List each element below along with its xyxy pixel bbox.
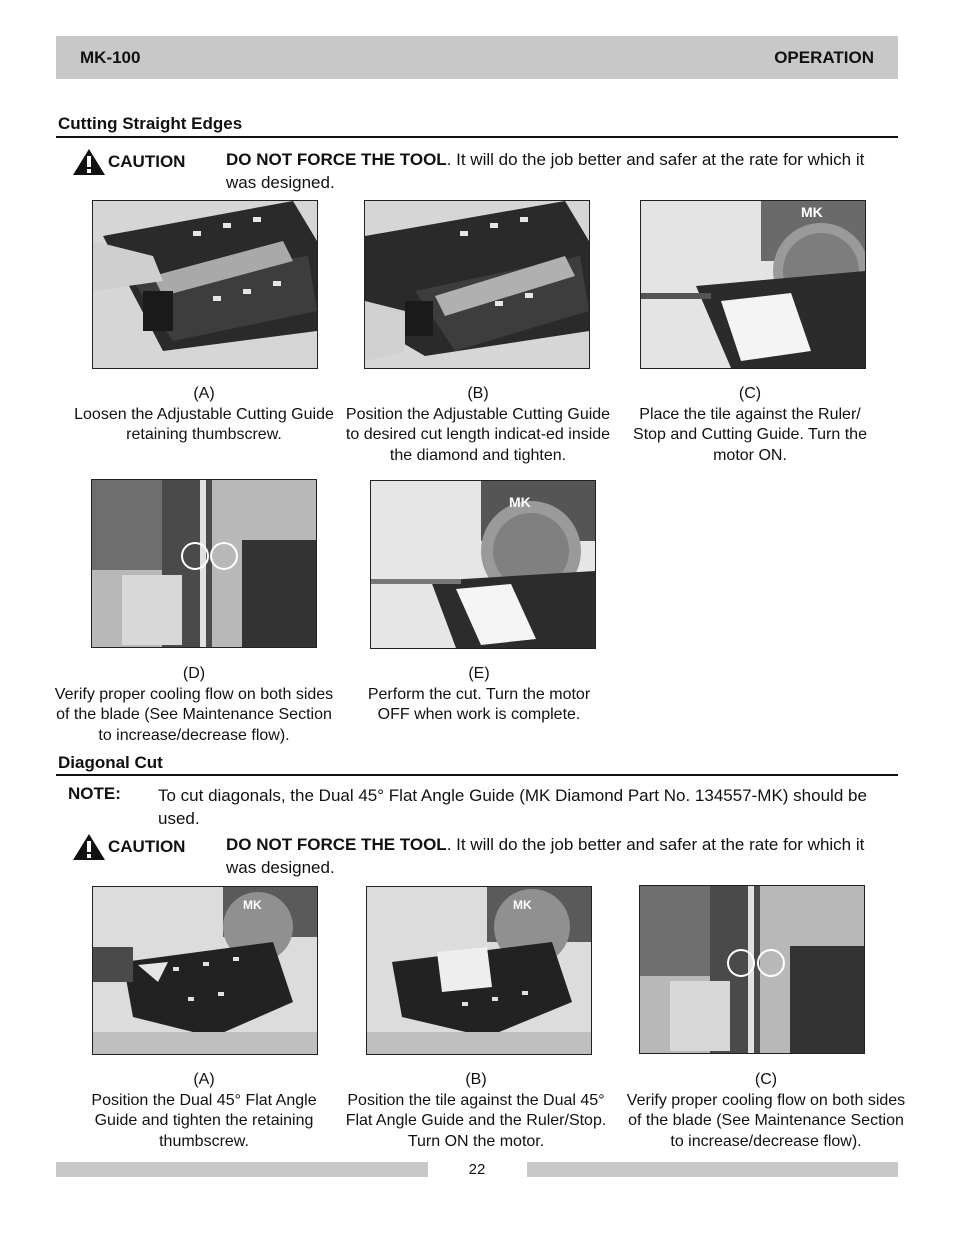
caption-diagonal-a: [80, 1070, 328, 1152]
step-text: Place the tile against the Ruler/ Stop and Cutting Guide. Turn the motor ON.: [633, 405, 867, 464]
note-label: NOTE:: [68, 784, 121, 803]
photo-diagonal-c: [639, 885, 865, 1054]
caution-text: [226, 148, 886, 194]
section-rule: [56, 136, 898, 138]
caption-straight-a: [72, 384, 336, 446]
section-label: OPERATION: [774, 48, 874, 67]
photo-straight-e: [370, 480, 596, 649]
step-text: Position the Dual 45° Flat Angle Guide and tighten the retaining thumbscrew.: [91, 1091, 317, 1150]
caution-rest: . It will do the job better and safer at the rate for which it was designed.: [226, 835, 865, 877]
caution-label: CAUTION: [108, 837, 186, 856]
section-title-straight: Cutting Straight Edges: [58, 114, 243, 133]
mk-logo: MK: [243, 898, 262, 912]
model-label: MK-100: [80, 48, 141, 67]
page-header: [56, 36, 898, 79]
caution-emphasis: DO NOT FORCE THE TOOL: [226, 150, 447, 169]
step-text: Verify proper cooling flow on both sides of the blade (See Maintenance Section to increase/decrease flow).: [54, 685, 334, 744]
caption-diagonal-b: [344, 1070, 608, 1152]
photo-diagonal-b: [366, 886, 592, 1055]
caption-straight-e: [352, 664, 606, 726]
mk-logo: MK: [509, 494, 531, 510]
caption-straight-b: [340, 384, 616, 466]
step-letter: (B): [465, 1071, 487, 1088]
note-text: To cut diagonals, the Dual 45° Flat Angle Guide (MK Diamond Part No. 134557-MK) should be used.: [158, 786, 867, 828]
caution-badge: [72, 148, 185, 176]
caution-label: CAUTION: [108, 152, 186, 171]
photo-straight-a: [92, 200, 318, 369]
warning-icon: [72, 148, 106, 176]
step-letter: (B): [467, 385, 489, 402]
section-title-diagonal: Diagonal Cut: [58, 753, 163, 772]
mk-logo: MK: [513, 898, 532, 912]
step-letter: (A): [193, 1071, 215, 1088]
footer-bar-right: [527, 1162, 898, 1177]
step-text: Position the Adjustable Cutting Guide to desired cut length indicat-ed inside the diamond and tighten.: [345, 405, 611, 464]
step-letter: (C): [738, 385, 762, 402]
photo-straight-b: [364, 200, 590, 369]
page-number: 22: [468, 1161, 486, 1178]
step-text: Verify proper cooling flow on both sides of the blade (See Maintenance Section to increase/decrease flow).: [626, 1091, 906, 1150]
step-text: Loosen the Adjustable Cutting Guide retaining thumbscrew.: [74, 405, 334, 443]
step-letter: (D): [182, 665, 206, 682]
step-text: Perform the cut. Turn the motor OFF when work is complete.: [367, 685, 591, 723]
caution-badge: [72, 833, 185, 861]
caution-emphasis: DO NOT FORCE THE TOOL: [226, 835, 447, 854]
mk-logo: MK: [801, 204, 823, 220]
footer-bar-left: [56, 1162, 428, 1177]
step-letter: (A): [193, 385, 215, 402]
caption-straight-d: [52, 664, 336, 746]
caution-rest: . It will do the job better and safer at the rate for which it was designed.: [226, 150, 865, 192]
caution-text: [226, 833, 886, 879]
caption-diagonal-c: [622, 1070, 910, 1152]
step-letter: (E): [468, 665, 490, 682]
step-text: Position the tile against the Dual 45° Flat Angle Guide and the Ruler/Stop. Turn ON the motor.: [345, 1091, 607, 1150]
photo-straight-d: [91, 479, 317, 648]
photo-diagonal-a: [92, 886, 318, 1055]
photo-straight-c: [640, 200, 866, 369]
section-rule: [56, 774, 898, 776]
caption-straight-c: [622, 384, 878, 466]
warning-icon: [72, 833, 106, 861]
step-letter: (C): [754, 1071, 778, 1088]
